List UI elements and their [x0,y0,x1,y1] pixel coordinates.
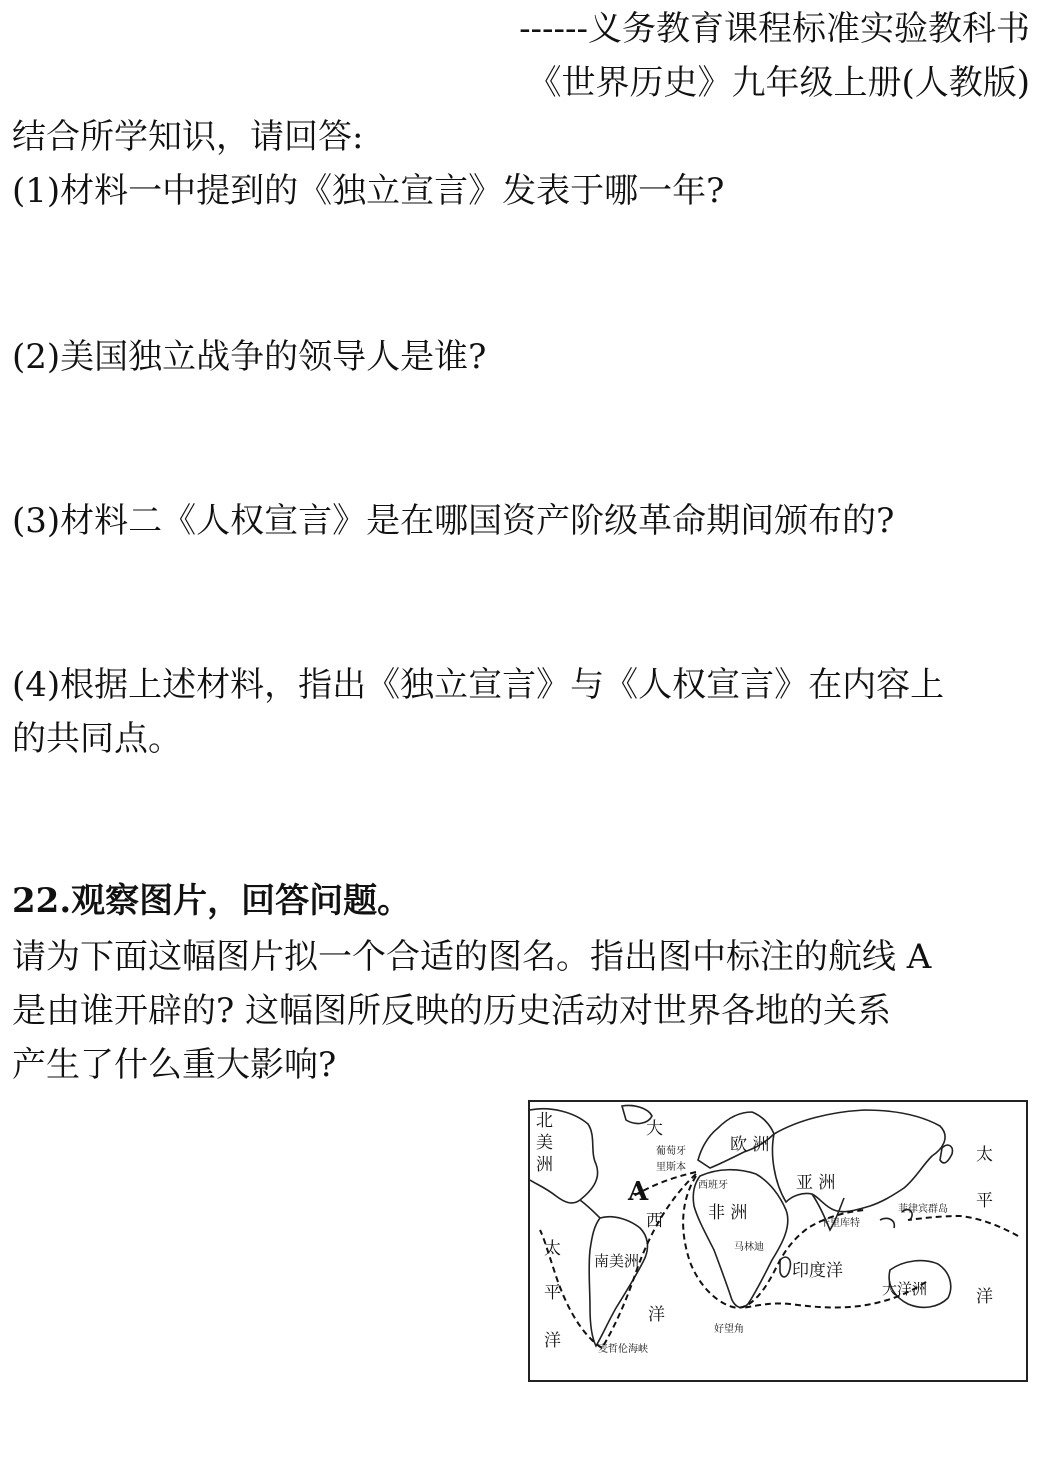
q22-body-line-3: 产生了什么重大影响? [12,1045,337,1085]
map-label-north-america-3: 洲 [536,1155,553,1175]
map-label-spain: 西班牙 [698,1180,728,1191]
map-label-asia: 亚 洲 [796,1173,836,1193]
map-label-indian-ocean: 印度洋 [792,1261,843,1281]
map-label-pacific-right-3: 洋 [976,1287,993,1307]
map-label-pacific-left-1: 太 [544,1239,561,1259]
map-drawing [530,1102,1026,1380]
question-2: (2)美国独立战争的领导人是谁? [12,337,487,377]
q22-body-line-2: 是由谁开辟的? 这幅图所反映的历史活动对世界各地的关系 [12,991,892,1031]
question-3: (3)材料二《人权宣言》是在哪国资产阶级革命期间颁布的? [12,501,895,541]
map-label-north-america-1: 北 [536,1111,553,1131]
map-label-magellan: 麦哲伦海峡 [598,1344,648,1355]
map-label-north-america-2: 美 [536,1133,553,1153]
map-label-africa: 非 洲 [708,1203,748,1223]
map-label-pacific-right-1: 太 [976,1145,993,1165]
asia-outline [773,1110,946,1212]
map-label-malindi: 马林迪 [734,1242,764,1253]
madagascar-outline [780,1257,790,1277]
map-label-oceania: 大洋洲 [882,1280,928,1298]
map-label-atlantic-1: 大 [646,1119,663,1139]
map-label-south-america: 南美洲 [594,1252,640,1270]
map-label-portugal: 葡萄牙 [656,1146,686,1157]
question-4-line-1: (4)根据上述材料，指出《独立宣言》与《人权宣言》在内容上 [12,665,945,705]
question-4-line-2: 的共同点。 [12,719,182,759]
map-labels [536,1111,993,1355]
map-label-pacific-left-3: 洋 [544,1331,561,1351]
header-line-2: 《世界历史》九年级上册(人教版) [527,63,1030,103]
header-line-1: ------义务教育课程标准实验教科书 [519,9,1030,49]
map-label-pacific-right-2: 平 [976,1191,993,1211]
q22-body-line-1: 请为下面这幅图片拟一个合适的图名。指出图中标注的航线 A [12,937,932,977]
map-label-good-hope: 好望角 [714,1324,744,1335]
south-america-outline [589,1217,647,1346]
map-label-calicut: 卡里库特 [820,1218,860,1229]
map-label-atlantic-3: 洋 [648,1305,665,1325]
map-label-pacific-left-2: 平 [544,1283,561,1303]
intro-text: 结合所学知识，请回答: [12,117,364,157]
map-label-lisbon: 里斯本 [656,1162,686,1173]
map-label-atlantic-2: 西 [646,1211,663,1231]
voyages-map [528,1100,1028,1382]
question-1: (1)材料一中提到的《独立宣言》发表于哪一年? [12,171,725,211]
map-label-route-a: A [628,1177,649,1207]
central-america-outline [580,1200,600,1218]
japan-outline [940,1145,952,1163]
map-label-philippines: 菲律宾群岛 [898,1204,948,1215]
q22-title: 22.观察图片，回答问题。 [12,881,412,921]
map-label-europe: 欧 洲 [730,1135,770,1155]
route-pacific-crossing [908,1216,1018,1236]
